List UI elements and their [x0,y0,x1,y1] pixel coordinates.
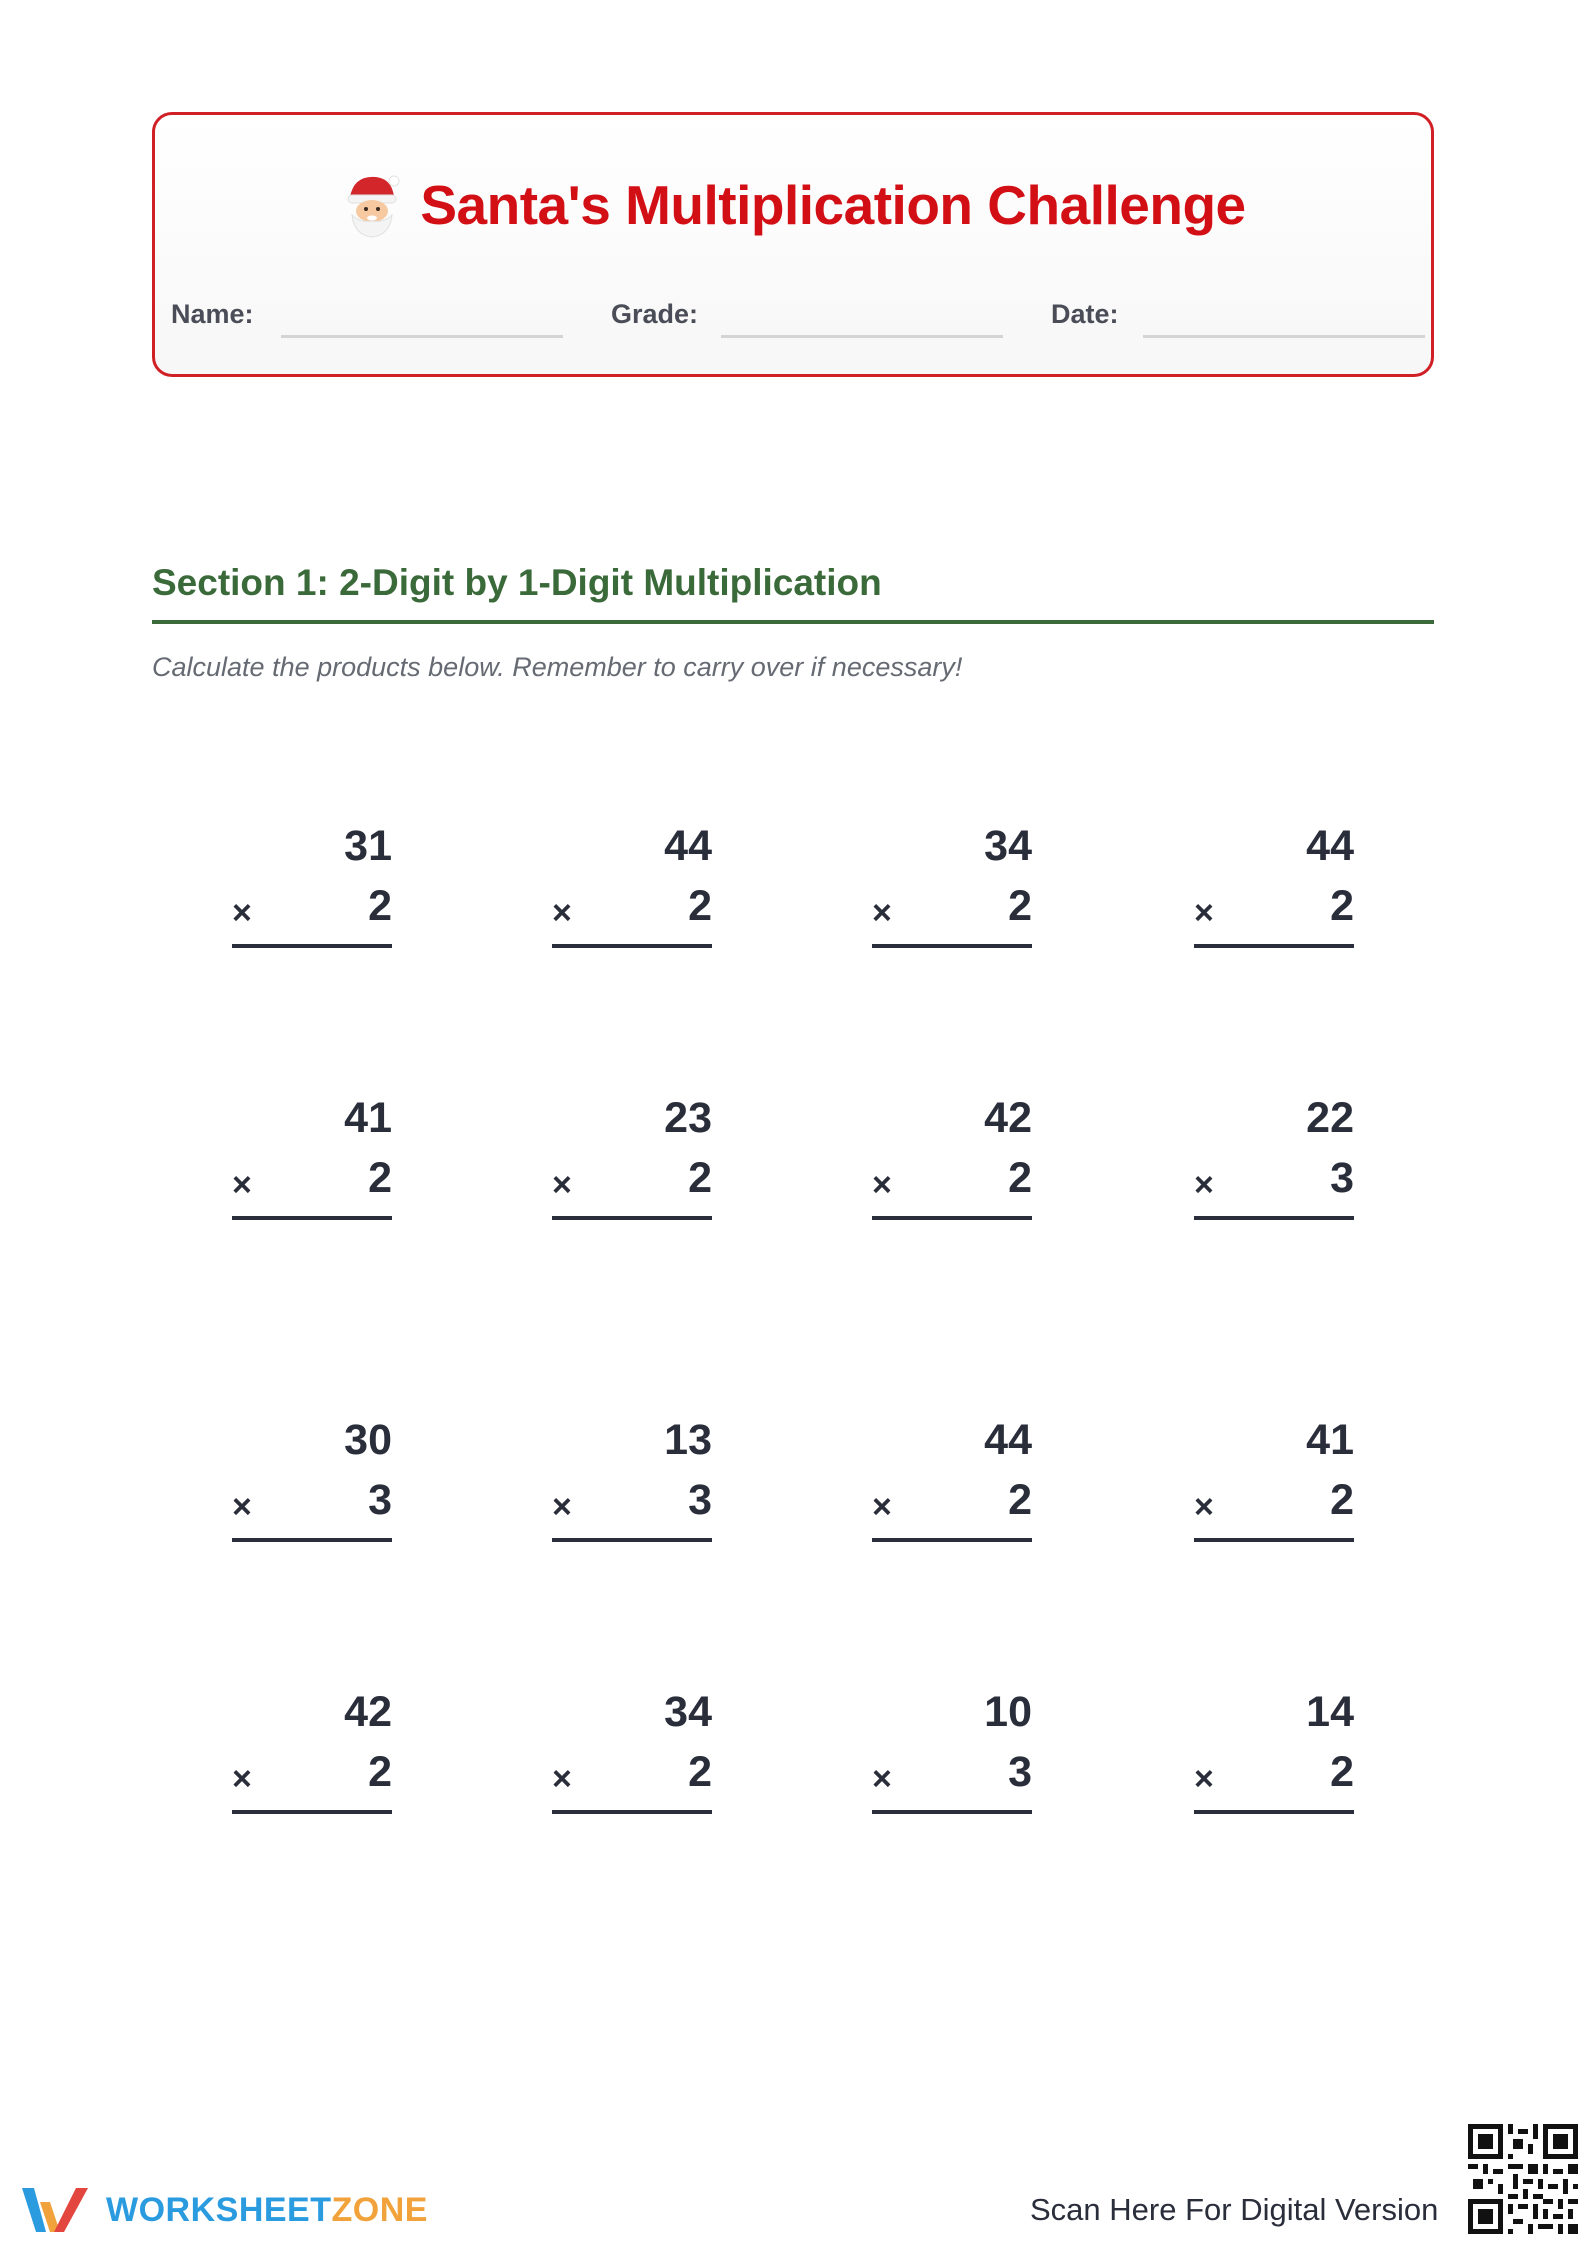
multiply-sign: × [552,1760,572,1798]
multiplicand: 44 [1306,822,1354,870]
multiply-sign: × [232,1166,252,1204]
multiplier: 2 [688,1154,712,1202]
multiplier: 3 [1330,1154,1354,1202]
santa-icon [340,171,402,239]
multiply-sign: × [1194,894,1214,932]
date-label: Date: [1051,299,1119,329]
answer-line [872,1538,1032,1542]
multiplicand: 10 [984,1688,1032,1736]
multiply-sign: × [872,1760,892,1798]
instructions: Calculate the products below. Remember to carry over if necessary! [152,652,963,682]
name-field [171,285,581,345]
answer-line [1194,1538,1354,1542]
problem [872,822,1032,972]
multiplicand: 34 [984,822,1032,870]
answer-line [872,944,1032,948]
problem [552,1688,712,1838]
multiplier: 2 [1330,1476,1354,1524]
multiplier: 2 [368,882,392,930]
multiply-sign: × [232,1488,252,1526]
problem [552,1416,712,1566]
problem [552,822,712,972]
answer-line [552,1216,712,1220]
grade-label: Grade: [611,299,699,329]
problem [232,1416,392,1566]
multiplicand: 34 [664,1688,712,1736]
logo-text-part1: WORKSHEET [106,2190,332,2229]
problem [1194,1688,1354,1838]
multiplier: 2 [368,1748,392,1796]
multiply-sign: × [232,1760,252,1798]
answer-line [232,944,392,948]
multiply-sign: × [872,894,892,932]
problem [872,1688,1032,1838]
scan-text: Scan Here For Digital Version [1030,2192,1439,2227]
problem [1194,1094,1354,1244]
qr-code-icon[interactable] [1468,2124,1578,2234]
answer-line [232,1216,392,1220]
answer-line [1194,1216,1354,1220]
multiplicand: 44 [984,1416,1032,1464]
date-field [1051,285,1431,345]
problem [872,1416,1032,1566]
multiplicand: 31 [344,822,392,870]
grade-field [611,285,1021,345]
multiplicand: 41 [344,1094,392,1142]
problem [552,1094,712,1244]
multiplier: 3 [688,1476,712,1524]
multiply-sign: × [552,894,572,932]
multiplier: 2 [1008,1476,1032,1524]
multiply-sign: × [872,1166,892,1204]
answer-line [1194,1810,1354,1814]
multiply-sign: × [552,1166,572,1204]
multiplicand: 42 [984,1094,1032,1142]
grade-line[interactable] [721,335,1003,338]
section-divider [152,620,1434,624]
multiplicand: 41 [1306,1416,1354,1464]
multiply-sign: × [1194,1488,1214,1526]
problem [232,822,392,972]
problem [232,1094,392,1244]
worksheetzone-logo-icon [18,2182,92,2238]
problem [1194,1416,1354,1566]
multiplier: 3 [1008,1748,1032,1796]
problem [1194,822,1354,972]
multiplicand: 13 [664,1416,712,1464]
multiplier: 2 [1330,1748,1354,1796]
multiplicand: 14 [1306,1688,1354,1736]
answer-line [552,944,712,948]
multiplier: 3 [368,1476,392,1524]
date-line[interactable] [1143,335,1425,338]
title-row [155,167,1431,243]
multiplicand: 44 [664,822,712,870]
multiplier: 2 [1008,1154,1032,1202]
multiplier: 2 [688,1748,712,1796]
answer-line [552,1810,712,1814]
problem [872,1094,1032,1244]
multiply-sign: × [1194,1166,1214,1204]
multiply-sign: × [552,1488,572,1526]
header-box [152,112,1434,377]
section-title: Section 1: 2-Digit by 1-Digit Multiplication [152,562,882,603]
multiply-sign: × [1194,1760,1214,1798]
student-info-row [171,285,1419,345]
answer-line [872,1810,1032,1814]
worksheet-title: Santa's Multiplication Challenge [420,174,1246,236]
multiplicand: 30 [344,1416,392,1464]
multiplicand: 22 [1306,1094,1354,1142]
name-line[interactable] [281,335,563,338]
problem [232,1688,392,1838]
multiplier: 2 [688,882,712,930]
multiplier: 2 [1008,882,1032,930]
multiplier: 2 [1330,882,1354,930]
worksheetzone-logo[interactable] [18,2180,428,2240]
multiplicand: 42 [344,1688,392,1736]
multiply-sign: × [872,1488,892,1526]
multiply-sign: × [232,894,252,932]
answer-line [232,1538,392,1542]
answer-line [552,1538,712,1542]
answer-line [872,1216,1032,1220]
multiplicand: 23 [664,1094,712,1142]
logo-text [106,2191,428,2230]
multiplier: 2 [368,1154,392,1202]
answer-line [232,1810,392,1814]
answer-line [1194,944,1354,948]
name-label: Name: [171,299,254,329]
logo-text-part2: ZONE [331,2190,428,2229]
